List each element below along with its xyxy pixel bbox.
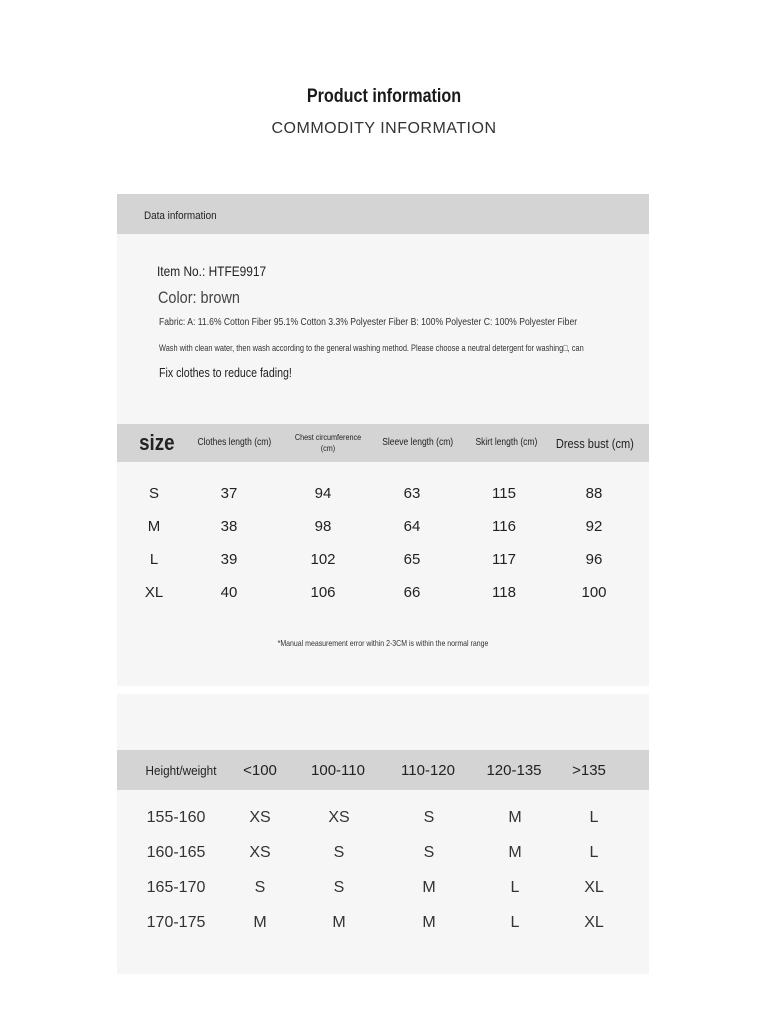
cell-size: S: [333, 879, 345, 896]
cell-skirt: 118: [492, 583, 516, 601]
table-row: [117, 838, 649, 868]
cell-size: M: [508, 809, 522, 826]
cell-size: M: [332, 914, 346, 931]
header-chest: Chest circumference (cm): [294, 432, 362, 453]
table-row: [117, 545, 649, 573]
cell-sleeve: 64: [403, 517, 421, 535]
table-row: [117, 479, 649, 507]
cell-chest: 98: [314, 517, 332, 535]
item-number: Item No.: HTFE9917: [157, 263, 267, 279]
cell-size: M: [508, 844, 522, 861]
cell-dress-bust: 100: [581, 583, 607, 601]
cell-sleeve: 63: [403, 484, 421, 502]
cell-skirt: 116: [492, 517, 516, 535]
cell-dress-bust: 92: [585, 517, 603, 535]
fix-note: Fix clothes to reduce fading!: [159, 366, 292, 380]
cell-sleeve: 65: [403, 550, 421, 568]
cell-size: S: [148, 484, 159, 502]
cell-sleeve: 66: [403, 583, 421, 601]
measurement-note: *Manual measurement error within 2-3CM is within the normal range: [277, 638, 489, 648]
cell-clothes-length: 38: [220, 517, 238, 535]
header-sleeve: Sleeve length (cm): [382, 437, 453, 448]
cell-height-range: 155-160: [146, 809, 206, 826]
header-weight-range: 110-120: [401, 761, 455, 779]
table-row: [117, 578, 649, 606]
cell-size: S: [423, 809, 435, 826]
cell-size: S: [423, 844, 435, 861]
cell-skirt: 117: [492, 550, 516, 568]
cell-size: XS: [249, 809, 271, 826]
header-dress-bust: Dress bust (cm): [556, 435, 634, 451]
page-title: Product information: [306, 86, 462, 107]
cell-chest: 106: [310, 583, 336, 601]
cell-chest: 102: [310, 550, 336, 568]
size-table-header: [117, 424, 649, 462]
cell-size: XL: [584, 914, 604, 931]
cell-size: XL: [584, 879, 604, 896]
cell-clothes-length: 37: [220, 484, 238, 502]
recommendation-header: [117, 750, 649, 790]
cell-size: XL: [144, 583, 164, 601]
color-text: Color: brown: [158, 288, 240, 307]
header-weight-range: >135: [572, 761, 606, 779]
data-info-card: [117, 194, 649, 686]
table-row: [117, 908, 649, 938]
header-skirt: Skirt length (cm): [475, 437, 537, 448]
cell-size: L: [510, 914, 520, 931]
cell-size: L: [589, 809, 599, 826]
cell-size: L: [149, 550, 159, 568]
cell-height-range: 160-165: [146, 844, 206, 861]
table-row: [117, 803, 649, 833]
cell-height-range: 165-170: [146, 879, 206, 896]
size-recommendation-card: [117, 694, 649, 974]
wash-instructions: Wash with clean water, then wash according to the general washing method. Please choose a neutral detergent for washing□, can: [159, 343, 584, 353]
cell-dress-bust: 96: [585, 550, 603, 568]
cell-size: M: [253, 914, 267, 931]
header-weight-range: <100: [243, 761, 277, 779]
cell-dress-bust: 88: [585, 484, 603, 502]
cell-size: M: [422, 879, 436, 896]
data-info-band: [117, 194, 649, 234]
cell-size: S: [333, 844, 345, 861]
cell-skirt: 115: [492, 484, 516, 502]
table-row: [117, 873, 649, 903]
fabric-text: Fabric: A: 11.6% Cotton Fiber 95.1% Cotton 3.3% Polyester Fiber B: 100% Polyester C: 100% Polyester Fiber: [159, 316, 578, 328]
cell-size: XS: [249, 844, 271, 861]
header-size: size: [139, 430, 175, 455]
header-height-weight: Height/weight: [145, 762, 217, 778]
cell-chest: 94: [314, 484, 332, 502]
header-clothes-length: Clothes length (cm): [197, 437, 272, 448]
cell-size: M: [147, 517, 161, 535]
header-weight-range: 120-135: [486, 761, 542, 779]
cell-height-range: 170-175: [146, 914, 206, 931]
cell-clothes-length: 40: [220, 583, 238, 601]
header-weight-range: 100-110: [311, 761, 365, 779]
cell-size: XS: [328, 809, 350, 826]
page-subtitle: COMMODITY INFORMATION: [271, 120, 497, 137]
table-row: [117, 512, 649, 540]
cell-size: S: [254, 879, 266, 896]
cell-size: L: [589, 844, 599, 861]
cell-size: L: [510, 879, 520, 896]
cell-size: M: [422, 914, 436, 931]
cell-clothes-length: 39: [220, 550, 238, 568]
data-info-label: Data information: [144, 210, 217, 222]
